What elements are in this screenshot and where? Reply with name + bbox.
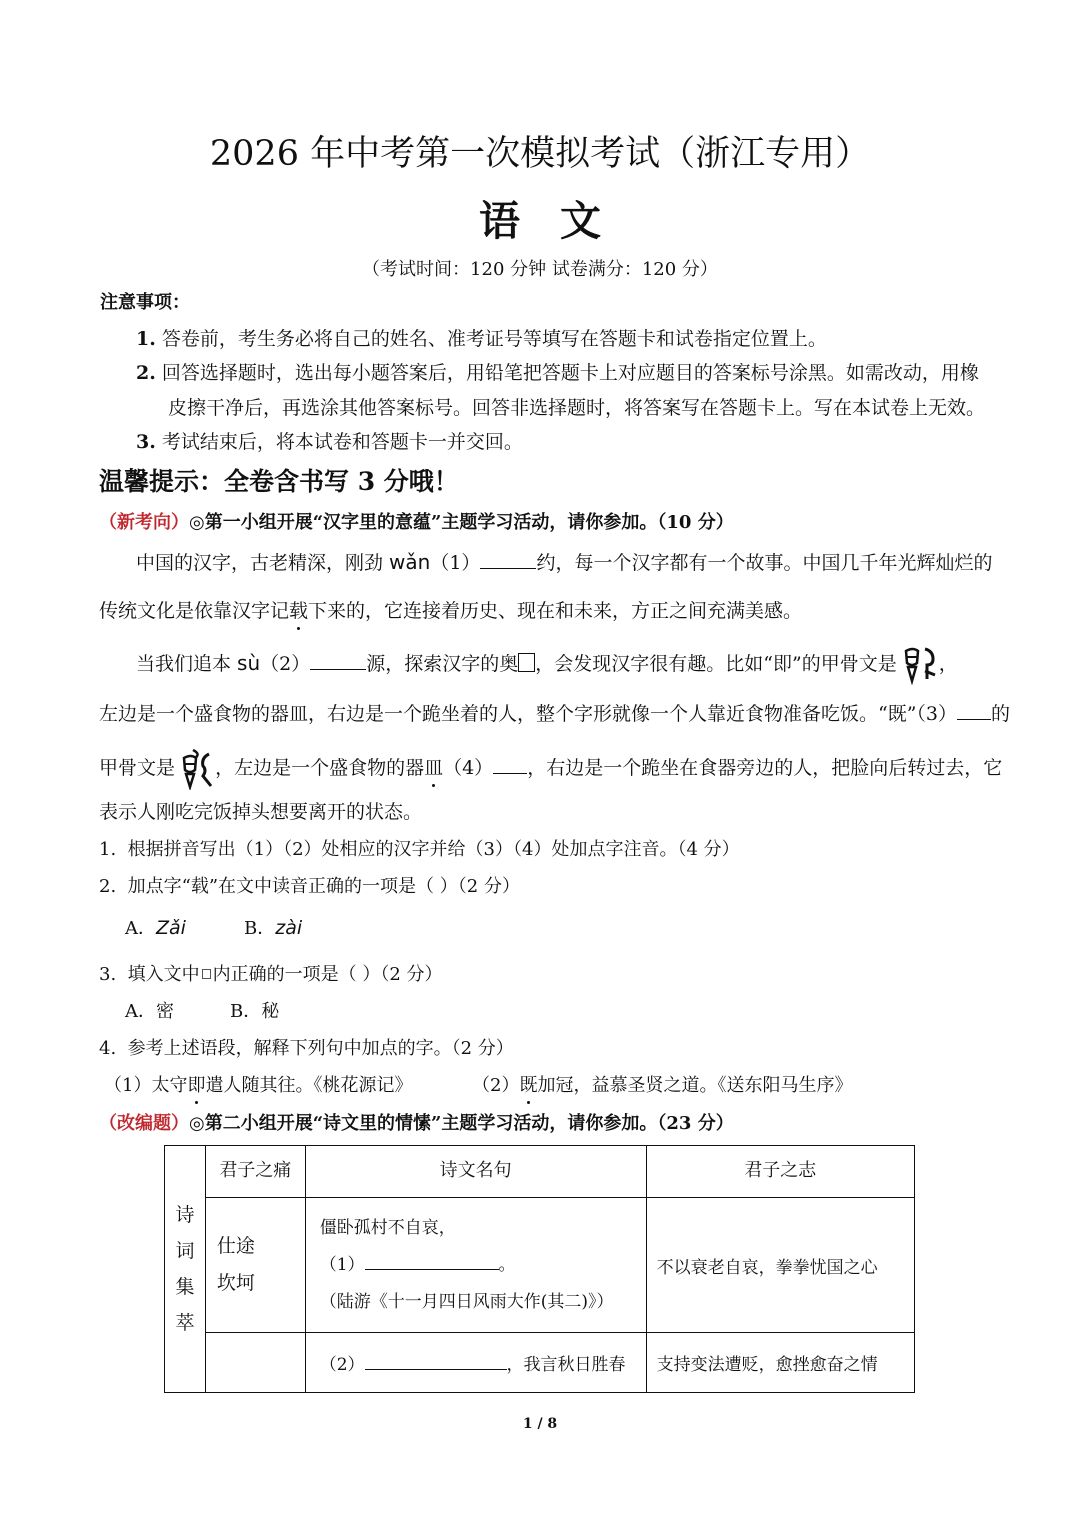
- notice-number: 3.: [136, 431, 156, 453]
- section1-tag: （新考向）: [99, 512, 189, 533]
- blank-2[interactable]: [310, 655, 366, 670]
- side-label-char: 诗: [175, 1204, 195, 1226]
- question-3: [99, 960, 443, 986]
- text-run: （1）: [430, 552, 481, 574]
- header-aspiration: 君子之志: [646, 1146, 914, 1198]
- section2-title: ◎第二小组开展“诗文里的情愫”主题学习活动，请你参加。（23 分）: [189, 1113, 734, 1134]
- blank-number: （1）: [319, 1254, 365, 1275]
- option-value: 秘: [261, 1001, 280, 1022]
- question-1: [99, 835, 740, 861]
- section2-tag: （改编题）: [99, 1113, 189, 1134]
- text-run: 左边是一个盛食物的器皿，右边是一个跪坐着的人，整个字形就像一个人靠近食物准备吃饭。“既”（3）: [99, 703, 958, 725]
- pain-cell: [205, 1198, 305, 1333]
- text-run: 当我们追本: [136, 653, 238, 675]
- passage-line-4: [99, 699, 1010, 726]
- notice-number: 1.: [136, 328, 156, 350]
- question-text: 填入文中: [127, 964, 200, 985]
- option-value: Zǎi: [156, 917, 186, 939]
- question-text: 参考上述语段，解释下列句中加点的字。（2 分）: [127, 1038, 514, 1059]
- side-label-char: 萃: [175, 1312, 195, 1334]
- question-2: [99, 872, 520, 898]
- warm-tip: 温馨提示：全卷含书写 3 分哦！: [99, 467, 459, 496]
- question-text: 根据拼音写出（1）（2）处相应的汉字并给（3）（4）处加点字注音。（4 分）: [127, 839, 740, 860]
- question-4-sentence-2: [472, 1071, 852, 1097]
- option-value: 密: [156, 1001, 174, 1022]
- q2-option-a[interactable]: [125, 914, 186, 940]
- q3-option-b[interactable]: [230, 997, 279, 1023]
- text-run: ，会发现汉字很有趣。比如“即”的甲骨文是: [535, 653, 897, 675]
- text-run: 传统文化是依靠汉字记: [99, 600, 290, 622]
- subject-title: 语文: [479, 197, 641, 245]
- header-pain: 君子之痛: [205, 1146, 305, 1198]
- question-4: [99, 1034, 514, 1060]
- blank-4[interactable]: [493, 759, 527, 774]
- passage-line-1: [136, 548, 992, 575]
- missing-char-box: [518, 653, 535, 672]
- poem-blank-1[interactable]: [365, 1255, 499, 1270]
- text-run: ，右边是一个跪坐在食器旁边的人，把脸向后转过去，它: [527, 757, 1003, 779]
- aspiration-cell: 不以衰老自哀，拳拳忧国之心: [646, 1198, 914, 1333]
- pain-text: 仕途: [216, 1235, 255, 1257]
- text-run: 中国的汉字，古老精深，刚劲: [136, 552, 390, 574]
- text-run: 甲骨文是: [99, 757, 176, 779]
- text-run: 约，每一个汉字都有一个故事。中国几千年光辉灿烂的: [536, 552, 993, 574]
- exam-time-info: （考试时间：120 分钟 试卷满分：120 分）: [362, 259, 718, 280]
- poetry-table: [164, 1145, 915, 1393]
- notice-text: 回答选择题时，选出每小题答案后，用铅笔把答题卡上对应题目的答案标号涂黑。如需改动，用橡: [161, 362, 979, 384]
- q3-option-a[interactable]: [125, 997, 174, 1023]
- poem-cell: [305, 1198, 646, 1333]
- poem-line: [320, 1247, 646, 1284]
- notice-item-1: [136, 324, 827, 351]
- side-label-char: 集: [175, 1276, 195, 1298]
- notice-text: 考试结束后，将本试卷和答题卡一并交回。: [161, 431, 523, 453]
- text-run: （1）太守: [104, 1075, 188, 1096]
- table-row: [165, 1333, 915, 1393]
- option-label: A．: [125, 918, 156, 939]
- poem-blank-2[interactable]: [365, 1355, 507, 1370]
- dotted-char-zai: 载: [289, 596, 308, 623]
- pinyin-2: sù: [237, 651, 261, 675]
- pain-cell-empty: [205, 1333, 305, 1393]
- option-value: zài: [275, 917, 303, 939]
- exam-title: 2026 年中考第一次模拟考试（浙江专用）: [209, 134, 871, 174]
- option-label: A．: [125, 1001, 156, 1022]
- aspiration-cell: 支持变法遭贬，愈挫愈奋之情: [646, 1333, 914, 1393]
- question-text: 内正确的一项是（ ）（2 分）: [212, 964, 443, 985]
- passage-line-6: 表示人刚吃完饭掉头想要离开的状态。: [99, 801, 423, 823]
- poem-source: （陆游《十一月四日风雨大作(其二)》）: [319, 1291, 614, 1312]
- dotted-char-ji: 即: [187, 1071, 205, 1097]
- question-number: 3.: [99, 964, 117, 985]
- question-number: 4.: [99, 1038, 117, 1059]
- side-label-cell: [165, 1146, 206, 1393]
- q2-option-b[interactable]: [244, 914, 302, 940]
- blank-3[interactable]: [957, 705, 991, 720]
- notice-text: 答卷前，考生务必将自己的姓名、准考证号等填写在答题卡和试卷指定位置上。: [161, 328, 827, 350]
- option-label: B．: [244, 918, 276, 939]
- notices-title: 注意事项：: [100, 292, 190, 313]
- text-run: 下来的，它连接着历史、现在和未来，方正之间充满美感。: [308, 600, 803, 622]
- table-row: [165, 1198, 915, 1333]
- pain-text: 坎坷: [216, 1272, 255, 1294]
- side-label-char: 词: [175, 1240, 195, 1262]
- oracle-bone-jiji-icon: [181, 748, 215, 790]
- header-poem: 诗文名句: [305, 1146, 646, 1198]
- text-run: 。: [498, 1254, 516, 1275]
- passage-line-2: [99, 596, 802, 623]
- notice-item-2-continued: 皮擦干净后，再选涂其他答案标号。回答非选择题时，将答案写在答题卡上。写在本试卷上无效。: [168, 397, 986, 419]
- dotted-char-ji2: 既: [519, 1071, 537, 1097]
- notice-item-3: [136, 427, 523, 454]
- text-run: ，我言秋日胜春: [506, 1355, 626, 1375]
- oracle-bone-ji-icon: [903, 645, 939, 685]
- poem-line: 僵卧孤村不自哀，: [319, 1217, 456, 1238]
- question-number: 2.: [99, 876, 117, 897]
- text-run: 加冠，益慕圣贤之道。《送东阳马生序》: [537, 1075, 853, 1096]
- passage-line-3: [136, 645, 958, 685]
- text-run: 的: [991, 703, 1011, 725]
- question-4-sentences: [104, 1071, 412, 1097]
- question-number: 1.: [99, 839, 117, 860]
- blank-number: （2）: [319, 1355, 365, 1375]
- section2-heading: [99, 1109, 734, 1135]
- passage-line-5: [99, 748, 1002, 790]
- text-run: ，左边是一个盛食物的器: [215, 757, 425, 779]
- table-header-row: [165, 1146, 915, 1198]
- pinyin-1: wǎn: [389, 550, 431, 574]
- section1-heading: [99, 508, 734, 534]
- text-run: （2）: [260, 653, 311, 675]
- text-run: ，: [938, 653, 958, 675]
- question-text: 加点字“载”在文中读音正确的一项是（ ）（2 分）: [127, 876, 520, 897]
- page-number: 1 / 8: [522, 1416, 558, 1432]
- notice-item-2: [136, 358, 979, 385]
- notice-number: 2.: [136, 362, 156, 384]
- text-run: 源，探索汉字的奥: [366, 653, 519, 675]
- poem-cell: [305, 1333, 646, 1393]
- section1-title: ◎第一小组开展“汉字里的意蕴”主题学习活动，请你参加。（10 分）: [189, 512, 734, 533]
- small-box-icon: [202, 969, 211, 979]
- text-run: （4）: [443, 757, 494, 779]
- text-run: 遣人随其往。《桃花源记》: [205, 1075, 413, 1096]
- option-label: B．: [230, 1001, 262, 1022]
- dotted-char-min: 皿: [424, 753, 443, 780]
- text-run: （2）: [472, 1075, 520, 1096]
- blank-1[interactable]: [480, 554, 536, 569]
